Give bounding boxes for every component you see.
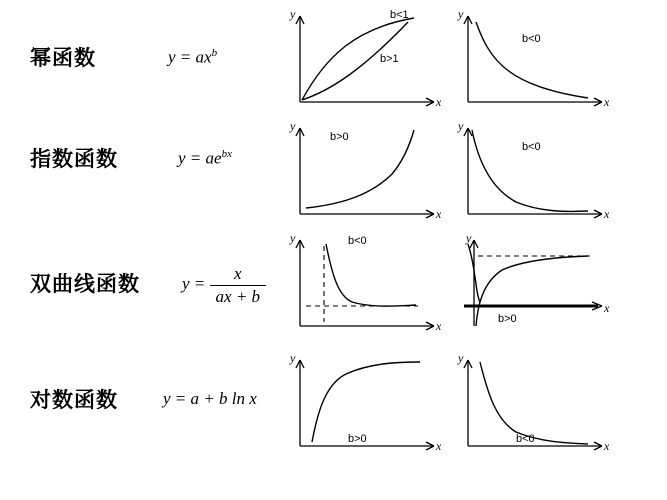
plot-ylabel: y bbox=[458, 351, 464, 365]
formula-fraction bbox=[210, 264, 267, 306]
formula-b: b bbox=[219, 389, 228, 408]
plot-xlabel: x bbox=[436, 207, 442, 221]
plot-xlabel: x bbox=[436, 319, 442, 333]
plot-xlabel: x bbox=[436, 439, 442, 453]
plot-note-b-lt-0: b<0 bbox=[522, 33, 541, 45]
formula-plus: + bbox=[203, 389, 215, 408]
plot-power-left bbox=[286, 6, 446, 110]
plot-note-b-lt-1: b<1 bbox=[390, 9, 409, 21]
plot-ylabel: y bbox=[290, 119, 296, 133]
plot-note-b-gt-0: b>0 bbox=[348, 433, 367, 445]
plot-ylabel: y bbox=[290, 351, 296, 365]
formula-lhs: y bbox=[182, 273, 190, 293]
formula-a: a bbox=[190, 389, 200, 408]
formula-eq: = bbox=[193, 273, 206, 293]
plot-power-right bbox=[454, 6, 614, 110]
plot-hyp-right bbox=[454, 230, 614, 334]
plot-ylabel: y bbox=[290, 7, 296, 21]
plot-xlabel: x bbox=[436, 95, 442, 109]
formula-lhs: y bbox=[168, 47, 176, 67]
plot-note-b-lt-0: b<0 bbox=[522, 141, 541, 153]
row-formula-logarithmic bbox=[163, 389, 257, 409]
plot-xlabel: x bbox=[604, 95, 610, 109]
plot-xlabel: x bbox=[604, 207, 610, 221]
formula-lhs: y bbox=[178, 148, 186, 168]
plot-ylabel: y bbox=[290, 231, 296, 245]
formula-numerator: x bbox=[210, 264, 267, 286]
row-label-power: 幂函数 bbox=[30, 47, 96, 70]
plot-note-b-gt-0: b>0 bbox=[330, 131, 349, 143]
plot-note-b-gt-1: b>1 bbox=[380, 53, 399, 65]
plot-hyp-left bbox=[286, 230, 446, 334]
formula-lhs: y bbox=[163, 389, 171, 408]
row-formula-hyperbolic bbox=[182, 264, 266, 306]
row-label-logarithmic: 对数函数 bbox=[30, 389, 118, 412]
plot-ylabel: y bbox=[458, 119, 464, 133]
formula-eq: = bbox=[179, 47, 192, 67]
plot-exp-left bbox=[286, 118, 446, 222]
formula-x: x bbox=[249, 389, 257, 408]
plot-log-right bbox=[454, 350, 614, 454]
row-label-hyperbolic: 双曲线函数 bbox=[30, 273, 140, 296]
formula-ln: ln bbox=[231, 389, 245, 408]
plot-log-left bbox=[286, 350, 446, 454]
plot-note-b-gt-0: b>0 bbox=[498, 313, 517, 325]
formula-eq: = bbox=[189, 148, 202, 168]
formula-eq: = bbox=[174, 389, 187, 408]
plot-xlabel: x bbox=[604, 439, 610, 453]
plot-exp-right bbox=[454, 118, 614, 222]
row-formula-exponential bbox=[178, 148, 232, 169]
plot-ylabel: y bbox=[458, 7, 464, 21]
plot-ylabel: y bbox=[466, 231, 472, 245]
formula-coef: ax bbox=[195, 47, 212, 67]
row-label-exponential: 指数函数 bbox=[30, 148, 118, 171]
plot-xlabel: x bbox=[604, 301, 610, 315]
formula-exponent: bx bbox=[221, 148, 232, 160]
plot-note-b-lt-0: b<0 bbox=[348, 235, 367, 247]
formula-exponent: b bbox=[211, 47, 218, 59]
row-formula-power bbox=[168, 47, 217, 68]
formula-coef: ae bbox=[205, 148, 222, 168]
plot-note-b-lt-0: b<0 bbox=[516, 433, 535, 445]
formula-denominator: ax + b bbox=[215, 286, 261, 306]
